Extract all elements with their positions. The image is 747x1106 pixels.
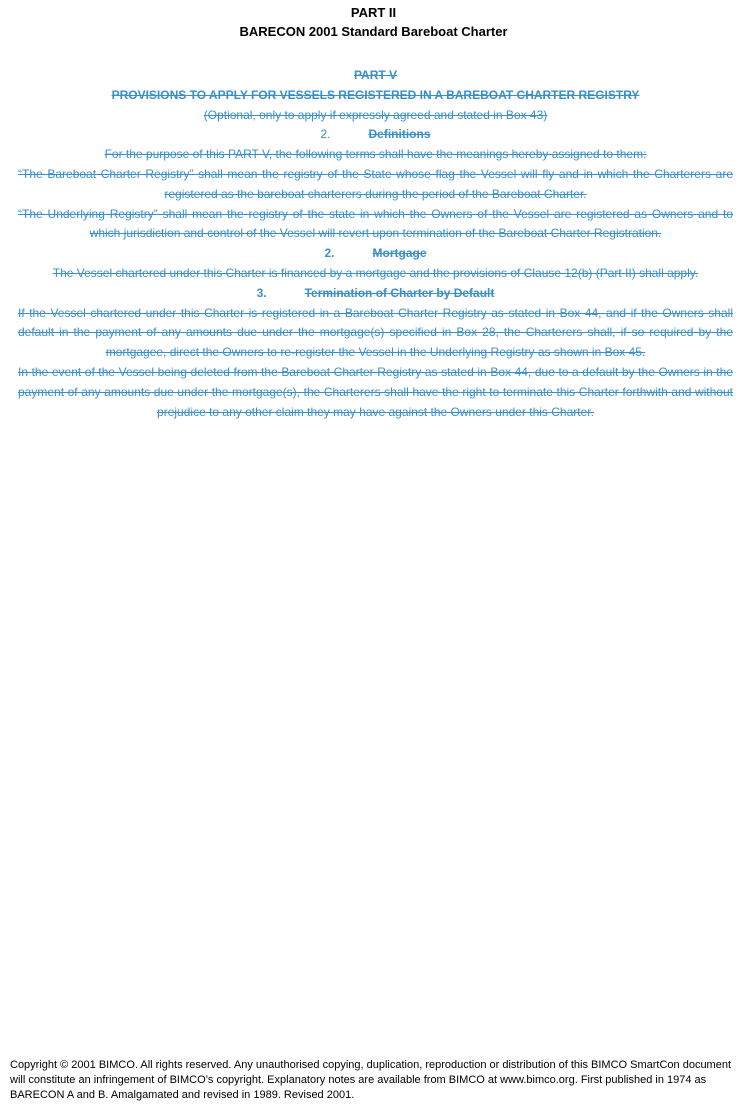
definition-underlying-registry: “The Underlying Registry” shall mean the registry of the state in which the Owners of the Vessel are registered as Owners and to which jurisdiction and control of the Vessel will revert upon termination of the Bareboat Charter Registration.: [18, 206, 733, 241]
definition-bareboat-registry: “The Bareboat Charter Registry” shall mean the registry of the State whose flag the Vessel will fly and in which the Charterers are registered as the bareboat charterers during the period of the Bareboat Charter.: [18, 166, 733, 201]
clause-title: Mortgage: [372, 246, 427, 261]
part-v-struck-section: [18, 66, 733, 422]
clause-title: Termination of Charter by Default: [304, 285, 495, 300]
termination-paragraph-1: If the Vessel chartered under this Charter is registered in a Bareboat Charter Registry as stated in Box 44, and if the Owners shall default in the payment of any amounts due under the mortgage(s) specified in Box 28, the Charterers shall, if so required by the mortgagee, direct the Owners to re-register the Vessel in the Underlying Registry as shown in Box 45.: [18, 305, 733, 360]
clause-title: Definitions: [368, 127, 431, 142]
clause-termination-heading: [18, 284, 733, 304]
part-v-subheading: PROVISIONS TO APPLY FOR VESSELS REGISTERED IN A BAREBOAT CHARTER REGISTRY: [111, 87, 640, 102]
clause-mortgage-heading: [18, 244, 733, 264]
copyright-footer: Copyright © 2001 BIMCO. All rights reserved. Any unauthorised copying, duplication, reproduction or distribution of this BIMCO SmartCon document will constitute an infringement of BIMCO’s copyright. Explanatory notes are available from BIMCO at www.bimco.org. First published in 1974 as BARECON A and B. Amalgamated and revised in 1989. Revised 2001.: [10, 1059, 732, 1101]
page-header: [0, 3, 747, 41]
clause-number: 2.: [324, 246, 335, 261]
clause-number: 3.: [256, 285, 267, 300]
termination-paragraph-2: In the event of the Vessel being deleted from the Bareboat Charter Registry as stated in Box 44, due to a default by the Owners in the payment of any amounts due under the mortgage(s), the Charterers shall have the right to terminate this Charter forthwith and without prejudice to any other claim they may have against the Owners under this Charter.: [18, 364, 733, 419]
optional-note: (Optional, only to apply if expressly agreed and stated in Box 43): [203, 107, 548, 122]
mortgage-text: The Vessel chartered under this Charter is financed by a mortgage and the provisions of Clause 12(b) (Part II) shall apply.: [52, 265, 699, 280]
document-title: BARECON 2001 Standard Bareboat Charter: [239, 24, 508, 39]
part-label: PART II: [350, 5, 397, 20]
definitions-intro: For the purpose of this PART V, the following terms shall have the meanings hereby assigned to them:: [104, 147, 647, 162]
clause-definitions-heading: [18, 125, 733, 145]
clause-number: 2.: [320, 127, 331, 142]
part-v-heading: PART V: [353, 68, 398, 82]
